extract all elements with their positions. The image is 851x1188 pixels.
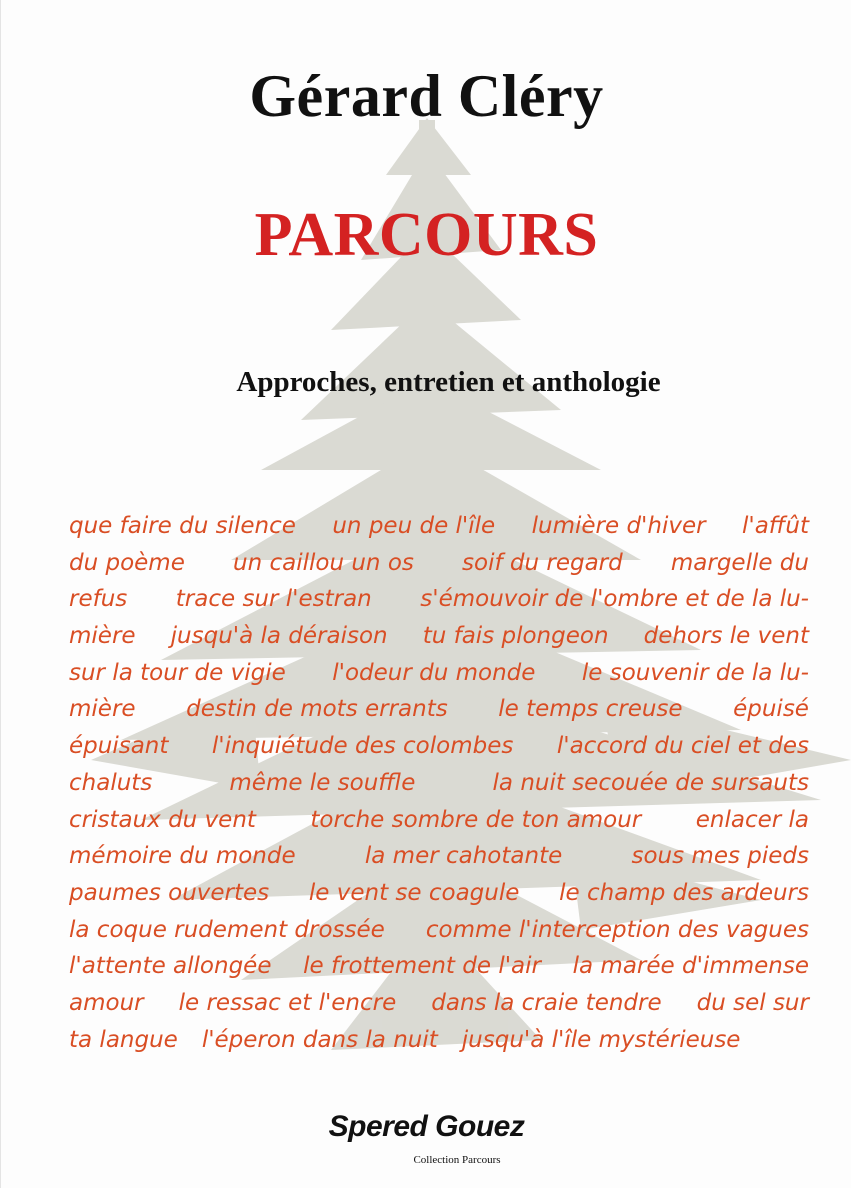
poem-line (69, 985, 809, 1022)
poem-phrase: la nuit secouée de sursauts (492, 769, 809, 796)
poem-phrase: du poème (69, 549, 185, 576)
poem-phrase: l'inquiétude des colombes (211, 733, 514, 760)
poem-phrase: lumière d'hiver (531, 513, 706, 539)
poem-phrase: l'attente allongée (69, 953, 272, 980)
publisher-logo: Spered Gouez (328, 1110, 525, 1143)
poem-phrase: le vent se coagule (308, 879, 520, 906)
poem-phrase: jusqu'à la déraison (170, 623, 388, 650)
poem-phrase: paumes ouvertes (69, 879, 270, 906)
poem-phrase: le frottement de l'air (303, 953, 541, 980)
poem-line (69, 912, 809, 949)
poem-phrase: l'éperon dans la nuit (201, 1026, 438, 1053)
poem-line (69, 508, 809, 545)
poem-phrase: chaluts (69, 769, 153, 796)
poem-phrase: trace sur l'estran (175, 586, 372, 613)
poem-phrase: l'affût (741, 513, 809, 539)
poem-phrase: le souvenir de la lu- (581, 659, 809, 686)
poem-line (69, 545, 809, 582)
poem-phrase: épuisé (733, 696, 809, 723)
poem-phrase: du sel sur (696, 989, 809, 1016)
poem-phrase: destin de mots errants (186, 696, 448, 723)
poem-phrase: épuisant (69, 733, 169, 760)
poem-phrase: amour (69, 989, 144, 1016)
poem-phrase: comme l'interception des vagues (425, 916, 809, 943)
poem-phrase: même le souffle (229, 769, 416, 796)
poem-line (69, 765, 809, 802)
poem-line (69, 838, 809, 875)
poem-phrase: s'émouvoir de l'ombre et de la lu- (420, 586, 809, 613)
poem-phrase: la mer cahotante (364, 843, 563, 870)
poem-phrase: sur la tour de vigie (69, 659, 286, 686)
poem-phrase: un peu de l'île (332, 513, 496, 539)
poem-phrase: enlacer la (695, 806, 809, 833)
poem-text (69, 508, 809, 1058)
poem-phrase: le champ des ardeurs (559, 879, 809, 906)
poem-phrase: l'odeur du monde (332, 659, 536, 686)
poem-phrase: la coque rudement drossée (69, 916, 385, 943)
poem-phrase: mémoire du monde (69, 843, 296, 870)
poem-line (69, 728, 809, 765)
poem-phrase: la marée d'immense (572, 953, 809, 980)
author-name: Gérard Cléry (249, 63, 604, 129)
poem-line (69, 802, 809, 839)
poem-line (69, 618, 809, 655)
poem-phrase: refus (69, 586, 128, 613)
poem-phrase: le temps creuse (498, 696, 683, 723)
poem-phrase: sous mes pieds (631, 843, 809, 870)
poem-phrase: un caillou un os (233, 549, 414, 576)
poem-phrase: que faire du silence (69, 513, 296, 539)
poem-phrase: margelle du (670, 549, 809, 576)
poem-phrase: jusqu'à l'île mystérieuse (461, 1026, 741, 1053)
poem-phrase: l'accord du ciel et des (556, 733, 809, 760)
poem-phrase: mière (69, 696, 136, 723)
poem-phrase: le ressac et l'encre (178, 989, 397, 1016)
poem-phrase: cristaux du vent (69, 806, 256, 833)
collection-name: Collection Parcours (413, 1154, 501, 1166)
poem-line (69, 948, 809, 985)
poem-line (69, 1022, 809, 1059)
poem-phrase: dehors le vent (643, 623, 809, 650)
poem-line (69, 581, 809, 618)
book-subtitle: Approches, entretien et anthologie (236, 366, 661, 398)
poem-phrase: tu fais plongeon (422, 623, 609, 650)
poem-phrase: ta langue (69, 1026, 178, 1053)
poem-phrase: soif du regard (462, 549, 623, 576)
poem-phrase: mière (69, 623, 136, 650)
poem-line (69, 655, 809, 692)
poem-line (69, 875, 809, 912)
book-title: PARCOURS (254, 201, 599, 269)
poem-phrase: dans la craie tendre (431, 989, 662, 1016)
poem-phrase: torche sombre de ton amour (310, 806, 642, 833)
poem-line (69, 691, 809, 728)
